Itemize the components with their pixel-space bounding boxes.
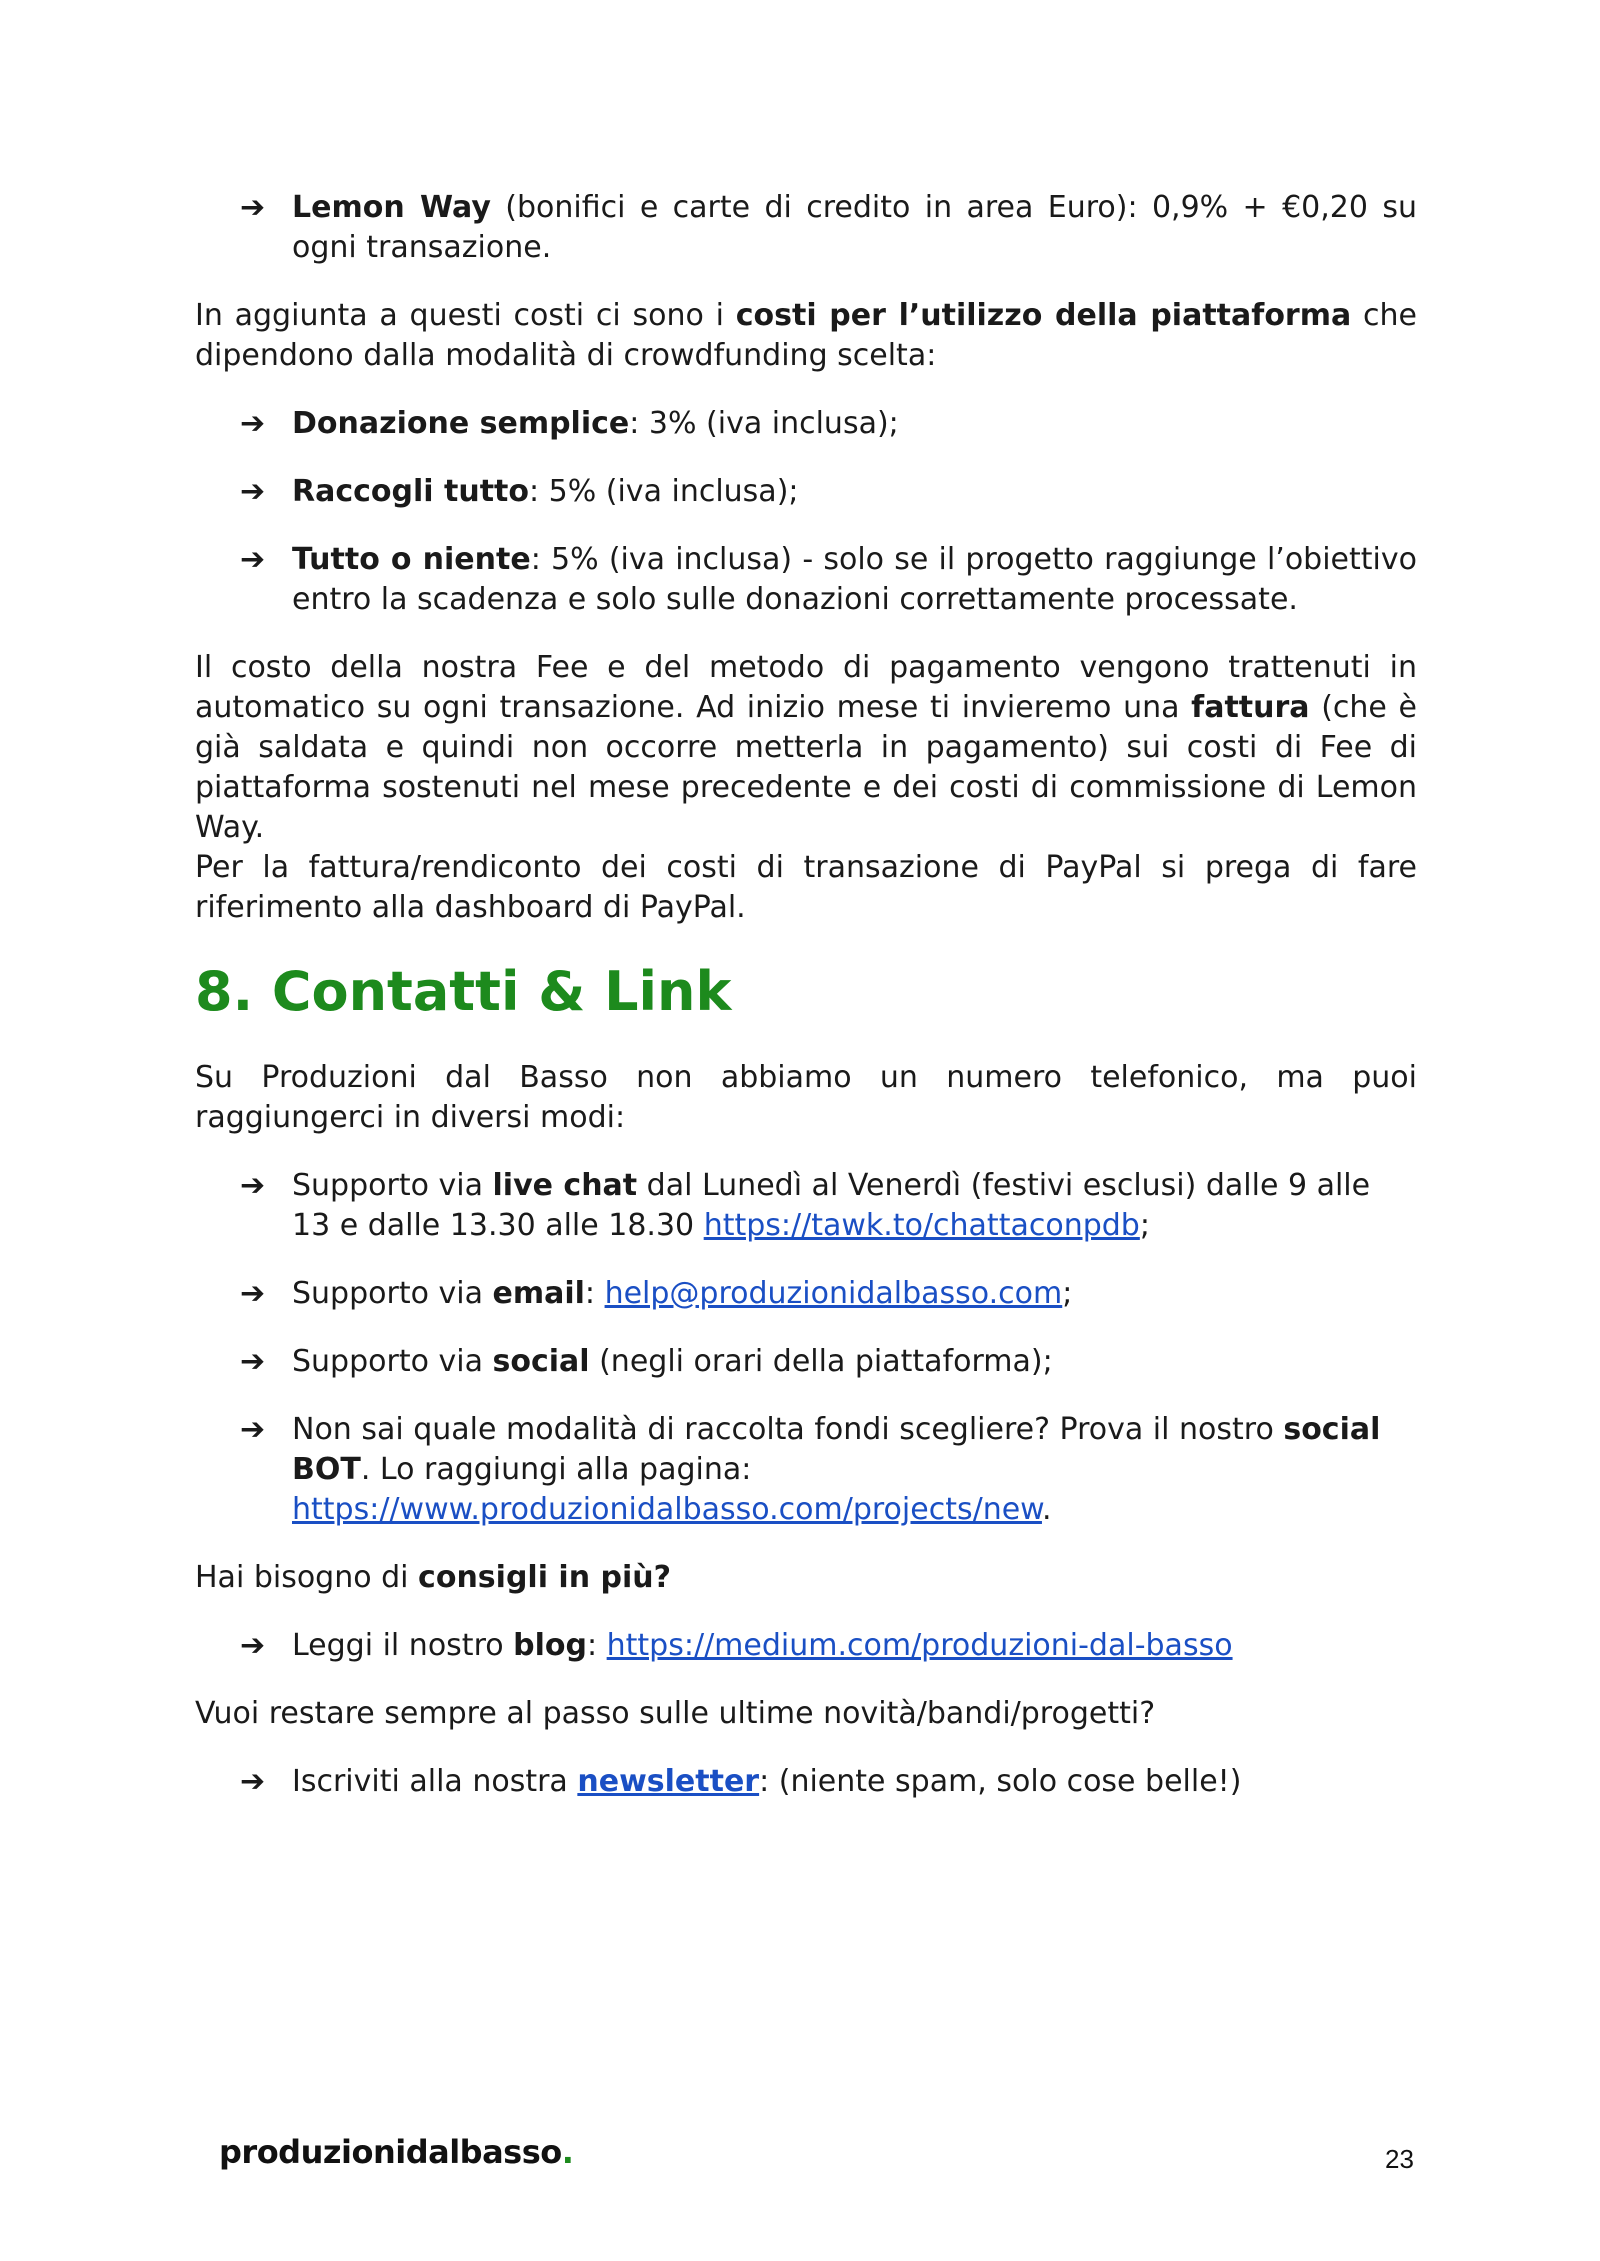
text: : (niente spam, solo cose belle!) (759, 1764, 1242, 1799)
email-link[interactable]: help@produzionidalbasso.com (604, 1276, 1063, 1311)
text: che dipendono dalla modalità di crowdfunding scelta: (195, 298, 1417, 373)
text: ; (1062, 1276, 1073, 1311)
list-item-text: (bonifici e carte di credito in area Euro): 0,9% + €0,20 su ogni transazione. (292, 190, 1417, 265)
arrow-right-icon: ➔ (240, 542, 266, 577)
paragraph-advice (195, 1558, 1417, 1598)
text-bold: consigli in più? (418, 1560, 672, 1595)
list-item (195, 1762, 1417, 1802)
paragraph-news: Vuoi restare sempre al passo sulle ultime novità/bandi/progetti? (195, 1696, 1156, 1731)
arrow-right-icon: ➔ (240, 1344, 266, 1379)
list-item-text: : 3% (iva inclusa); (629, 406, 899, 441)
list-item (195, 1626, 1417, 1666)
paragraph-fee (195, 648, 1417, 848)
list-item (195, 1166, 1417, 1246)
logo-dot: . (561, 2133, 574, 2171)
logo-text: produzionidalbasso (219, 2133, 562, 2171)
list-item (195, 1410, 1417, 1530)
arrow-right-icon: ➔ (240, 1412, 266, 1447)
text: Hai bisogno di (195, 1560, 419, 1595)
list-item (195, 540, 1417, 620)
list-item-text: : 5% (iva inclusa) - solo se il progetto raggiunge l’obiettivo entro la scadenza e solo sulle donazioni correttamente processate. (292, 542, 1417, 617)
text: In aggiunta a questi costi ci sono i (195, 298, 736, 333)
live-chat-link[interactable]: https://tawk.to/chattaconpdb (703, 1208, 1140, 1243)
document-page (195, 188, 1417, 1802)
text: Leggi il nostro (292, 1628, 514, 1663)
text: ; (1139, 1208, 1150, 1243)
text: (che è già saldata e quindi non occorre metterla in pagamento) sui costi di Fee di piattaforma sostenuti nel mese precedente e dei costi di commissione di Lemon Way. (195, 690, 1417, 845)
text-bold: social (492, 1344, 590, 1379)
arrow-right-icon: ➔ (240, 190, 266, 225)
text-bold: email (492, 1276, 585, 1311)
paragraph-contact: Su Produzioni dal Basso non abbiamo un numero telefonico, ma puoi raggiungerci in diversi modi: (195, 1060, 1417, 1135)
paragraph-costs (195, 296, 1417, 376)
blog-list (195, 1626, 1417, 1666)
text-bold: blog (513, 1628, 587, 1663)
list-item-text: : 5% (iva inclusa); (529, 474, 799, 509)
text-bold: live chat (492, 1168, 638, 1203)
arrow-right-icon: ➔ (240, 406, 266, 441)
projects-new-link[interactable]: https://www.produzionidalbasso.com/projects/new (292, 1492, 1042, 1527)
text: dal Lunedì al Venerdì (festivi esclusi) dalle 9 alle 13 e dalle 13.30 alle 18.30 (292, 1168, 1371, 1243)
list-item-bold: Donazione semplice (292, 406, 630, 441)
list-item (195, 404, 1417, 444)
list-item (195, 188, 1417, 268)
text: Supporto via (292, 1276, 493, 1311)
text: Iscriviti alla nostra (292, 1764, 578, 1799)
paragraph-paypal: Per la fattura/rendiconto dei costi di transazione di PayPal si prega di fare riferimento alla dashboard di PayPal. (195, 850, 1417, 925)
footer-logo (219, 2133, 573, 2171)
list-item (195, 1342, 1417, 1382)
text-bold: costi per l’utilizzo della piattaforma (735, 298, 1352, 333)
newsletter-list (195, 1762, 1417, 1802)
blog-link[interactable]: https://medium.com/produzioni-dal-basso (606, 1628, 1233, 1663)
contact-list (195, 1166, 1417, 1530)
list-item (195, 1274, 1417, 1314)
arrow-right-icon: ➔ (240, 1168, 266, 1203)
text: Supporto via (292, 1344, 493, 1379)
payment-fees-list (195, 188, 1417, 268)
text: . (1041, 1492, 1052, 1527)
text: . Lo raggiungi alla pagina: (360, 1452, 752, 1487)
text: Supporto via (292, 1168, 493, 1203)
text: (negli orari della piattaforma); (589, 1344, 1053, 1379)
text: : (584, 1276, 605, 1311)
text: Non sai quale modalità di raccolta fondi scegliere? Prova il nostro (292, 1412, 1284, 1447)
platform-fees-list (195, 404, 1417, 620)
text-bold: social BOT (292, 1412, 1381, 1487)
section-heading: 8. Contatti & Link (195, 960, 732, 1023)
arrow-right-icon: ➔ (240, 1628, 266, 1663)
page-number: 23 (1385, 2144, 1414, 2174)
arrow-right-icon: ➔ (240, 1276, 266, 1311)
list-item-bold: Tutto o niente (292, 542, 531, 577)
arrow-right-icon: ➔ (240, 1764, 266, 1799)
list-item (195, 472, 1417, 512)
list-item-bold: Raccogli tutto (292, 474, 529, 509)
text: : (586, 1628, 607, 1663)
arrow-right-icon: ➔ (240, 474, 266, 509)
list-item-bold: Lemon Way (292, 190, 491, 225)
text: Il costo della nostra Fee e del metodo di pagamento vengono trattenuti in automatico su ogni transazione. Ad inizio mese ti invieremo una (195, 650, 1417, 725)
text-bold: fattura (1191, 690, 1310, 725)
newsletter-link[interactable]: newsletter (577, 1764, 760, 1799)
